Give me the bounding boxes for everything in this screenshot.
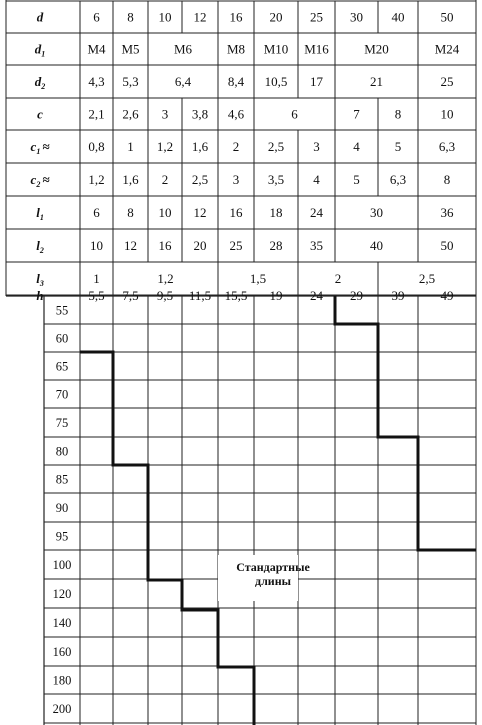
row-label-l3	[36, 271, 44, 288]
cell-l2-4: 25	[229, 238, 243, 253]
cell-c1-9: 6,3	[438, 139, 456, 154]
cell-l1-6: 24	[310, 205, 323, 220]
cell-c2-6: 4	[313, 172, 320, 187]
cell-h-0: 5,5	[88, 288, 105, 303]
row-label-d	[37, 10, 44, 25]
cell-c2-3: 2,5	[191, 172, 209, 187]
row-label-symbol: l	[36, 271, 40, 286]
cell-c1-8: 5	[394, 139, 402, 154]
cell-l1-0: 6	[93, 205, 100, 220]
row-label-symbol: d	[34, 41, 42, 57]
row-label-subscript: 2	[41, 82, 46, 91]
cell-d2-2: 6,4	[174, 74, 192, 89]
length-value: 85	[55, 472, 69, 487]
cell-h-9: 49	[440, 288, 454, 303]
length-value: 180	[52, 673, 72, 688]
cell-d-1: 8	[127, 9, 134, 25]
length-value: 80	[55, 444, 69, 459]
cell-c2-7: 5	[353, 172, 360, 187]
cell-d-8: 40	[391, 9, 405, 25]
length-value: 90	[55, 501, 69, 515]
cell-d1-4: M10	[263, 41, 289, 57]
cell-d1-0: M4	[87, 41, 106, 57]
length-value: 70	[55, 387, 69, 402]
cell-h-4: 15,5	[224, 288, 248, 303]
cell-d2-6: 21	[370, 74, 383, 89]
cell-c1-4: 2	[232, 139, 240, 154]
row-label-c2	[31, 172, 51, 189]
cell-c1-2: 1,2	[156, 139, 174, 154]
note-line-2: длины	[255, 574, 291, 588]
cell-l2-5: 28	[269, 238, 283, 253]
cell-c-6: 7	[353, 106, 360, 122]
cell-h-5: 19	[269, 288, 283, 303]
row-label-symbol: c	[30, 172, 37, 187]
cell-c-2: 3	[161, 106, 169, 122]
cell-c2-9: 8	[443, 172, 451, 187]
row-label-symbol: l	[36, 238, 40, 253]
cell-c-8: 10	[440, 106, 454, 122]
row-label-c1	[31, 139, 51, 156]
cell-h-8: 39	[391, 288, 405, 303]
row-label-symbol: l	[36, 205, 40, 220]
cell-l2-8: 50	[440, 238, 454, 253]
cell-l2-0: 10	[90, 238, 103, 253]
cell-h-7: 29	[350, 288, 363, 303]
cell-l1-1: 8	[127, 205, 134, 220]
row-label-approx: ≈	[42, 172, 50, 187]
length-value: 140	[52, 616, 72, 630]
cell-c1-7: 4	[353, 139, 360, 154]
length-value: 200	[52, 702, 72, 716]
cell-d1-2: M6	[173, 41, 193, 57]
cell-c-4: 4,6	[227, 106, 245, 122]
cell-l3-2: 1,5	[249, 271, 267, 286]
cell-l2-3: 20	[193, 238, 207, 253]
cell-d2-1: 5,3	[122, 74, 139, 89]
cell-c2-4: 3	[232, 172, 240, 187]
cell-l3-1: 1,2	[157, 271, 174, 286]
length-value: 120	[52, 587, 72, 601]
cell-d1-6: M20	[364, 41, 389, 57]
standard-length-boundary	[80, 296, 476, 725]
row-label-symbol: d	[36, 9, 44, 25]
standard-lengths-note	[218, 555, 310, 601]
row-label-symbol: c	[37, 106, 43, 122]
cell-c-0: 2,1	[88, 106, 105, 122]
cell-c1-1: 1	[127, 139, 134, 154]
row-label-c	[37, 107, 43, 122]
cell-l1-3: 12	[193, 205, 207, 220]
cell-l1-5: 18	[269, 205, 283, 220]
cell-c2-5: 3,5	[267, 172, 285, 187]
row-label-symbol: h	[36, 288, 44, 303]
table-content	[31, 10, 460, 717]
upper-limit-staircase	[335, 296, 476, 550]
cell-l3-3: 2	[334, 271, 342, 286]
cell-c2-0: 1,2	[88, 172, 105, 187]
row-label-l2	[36, 238, 44, 255]
cell-h-3: 11,5	[188, 288, 212, 303]
cell-h-1: 7,5	[122, 288, 139, 303]
cell-d-5: 20	[269, 9, 283, 25]
length-value: 60	[55, 331, 69, 346]
row-label-symbol: c	[30, 139, 37, 154]
row-label-approx: ≈	[42, 139, 50, 154]
length-value: 75	[55, 416, 69, 430]
cell-c-7: 8	[394, 106, 402, 122]
cell-d1-1: M5	[121, 41, 140, 57]
cell-d-9: 50	[440, 9, 454, 25]
cell-c1-0: 0,8	[88, 139, 105, 154]
cell-d1-3: M8	[226, 41, 246, 57]
row-label-subscript: 1	[41, 49, 46, 59]
cell-c-1: 2,6	[122, 106, 139, 122]
cell-c-5: 6	[291, 106, 298, 122]
cell-l1-2: 10	[158, 205, 172, 220]
length-value: 65	[55, 359, 69, 374]
cell-d2-3: 8,4	[227, 74, 245, 89]
row-label-h	[36, 288, 43, 303]
cell-c1-5: 2,5	[267, 139, 285, 154]
cell-d-0: 6	[93, 9, 100, 25]
row-label-subscript: 2	[39, 246, 44, 255]
cell-l1-8: 36	[440, 205, 454, 220]
length-value: 55	[55, 303, 69, 318]
cell-d2-0: 4,3	[88, 74, 105, 89]
note-line-1: Стандартные	[236, 560, 310, 574]
cell-c1-6: 3	[313, 139, 320, 154]
cell-l1-7: 30	[370, 205, 383, 220]
cell-l2-1: 12	[124, 238, 137, 253]
length-value: 160	[52, 645, 72, 659]
cell-h-2: 9,5	[156, 288, 174, 303]
cell-d1-5: M16	[304, 41, 329, 57]
cell-d2-5: 17	[310, 74, 323, 89]
row-label-subscript: 3	[39, 279, 44, 288]
cell-l3-0: 1	[93, 271, 100, 286]
length-value: 95	[55, 529, 69, 544]
row-label-subscript: 2	[36, 180, 41, 189]
cell-c1-3: 1,6	[191, 139, 209, 154]
cell-d2-7: 25	[440, 74, 454, 89]
cell-d2-4: 10,5	[264, 74, 288, 89]
row-label-subscript: 1	[36, 147, 41, 156]
cell-d-6: 25	[310, 9, 323, 25]
cell-d-2: 10	[158, 9, 172, 25]
cell-c2-2: 2	[161, 172, 169, 187]
cell-c-3: 3,8	[191, 106, 209, 122]
cell-d-4: 16	[229, 9, 243, 25]
cell-l1-4: 16	[229, 205, 243, 220]
cell-c2-8: 6,3	[389, 172, 407, 187]
row-label-l1	[36, 205, 44, 222]
cell-l2-7: 40	[370, 238, 383, 253]
cell-l2-6: 35	[310, 238, 323, 253]
row-label-subscript: 1	[39, 213, 44, 222]
length-value: 100	[52, 558, 72, 572]
cell-l3-4: 2,5	[418, 271, 436, 286]
cell-d1-7: M24	[434, 41, 460, 57]
cell-h-6: 24	[310, 288, 323, 303]
row-label-symbol: d	[34, 74, 42, 89]
cell-d-3: 12	[193, 9, 207, 25]
row-label-d1	[35, 42, 46, 59]
cell-c2-1: 1,6	[122, 172, 139, 187]
row-label-d2	[35, 74, 46, 91]
cell-l2-2: 16	[158, 238, 172, 253]
cell-d-7: 30	[350, 9, 363, 25]
